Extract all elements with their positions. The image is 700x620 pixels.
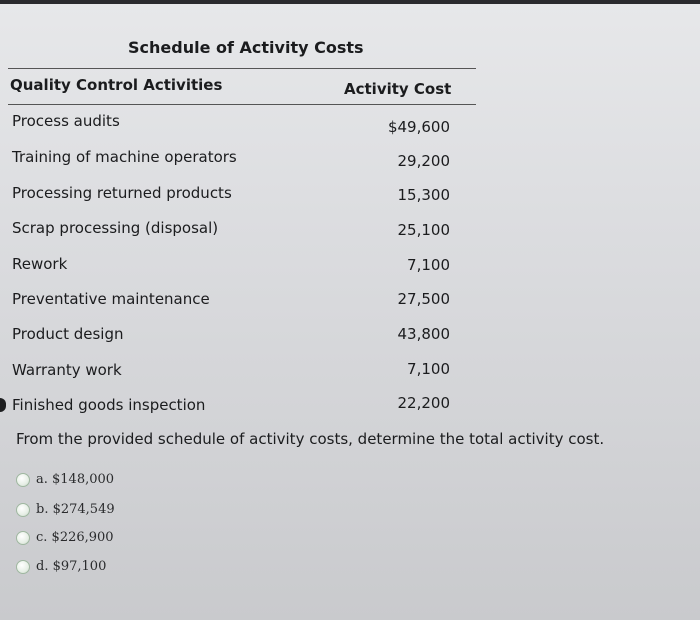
row-value-process-audits: $49,600 — [387, 118, 450, 136]
option-d[interactable] — [16, 559, 106, 574]
radio-b-icon[interactable] — [16, 503, 30, 517]
row-label-rework: Rework — [12, 255, 68, 273]
row-value-maintenance: 27,500 — [397, 290, 450, 308]
radio-c-icon[interactable] — [16, 531, 30, 545]
row-value-scrap: 25,100 — [397, 221, 450, 239]
header-activities: Quality Control Activities — [10, 76, 223, 94]
row-value-rework: 7,100 — [407, 256, 450, 274]
row-label-product-design: Product design — [12, 325, 124, 343]
option-b[interactable] — [16, 502, 115, 517]
schedule-title: Schedule of Activity Costs — [128, 38, 364, 57]
title-underline — [8, 68, 476, 69]
radio-d-icon[interactable] — [16, 560, 30, 574]
radio-a-icon[interactable] — [16, 473, 30, 487]
row-label-inspection: Finished goods inspection — [12, 396, 206, 414]
option-c[interactable] — [16, 530, 114, 545]
row-label-warranty: Warranty work — [12, 361, 122, 379]
header-cost: Activity Cost — [344, 80, 452, 98]
row-value-returned-products: 15,300 — [397, 186, 450, 204]
option-a-label: a. $148,000 — [36, 472, 115, 487]
row-label-process-audits: Process audits — [12, 112, 120, 130]
row-value-warranty: 7,100 — [407, 360, 450, 378]
header-underline — [8, 104, 476, 105]
option-d-label: d. $97,100 — [36, 559, 107, 574]
question-text: From the provided schedule of activity costs, determine the total activity cost. — [16, 430, 605, 448]
option-a[interactable] — [16, 472, 114, 487]
row-value-product-design: 43,800 — [397, 325, 450, 343]
row-value-inspection: 22,200 — [397, 394, 450, 412]
option-b-label: b. $274,549 — [36, 502, 115, 517]
row-label-maintenance: Preventative maintenance — [12, 290, 210, 308]
row-label-scrap: Scrap processing (disposal) — [12, 219, 219, 237]
row-value-training: 29,200 — [397, 152, 450, 170]
option-c-label: c. $226,900 — [36, 530, 114, 545]
row-label-returned-products: Processing returned products — [12, 184, 232, 202]
row-label-training: Training of machine operators — [12, 148, 237, 166]
top-edge — [0, 0, 700, 4]
